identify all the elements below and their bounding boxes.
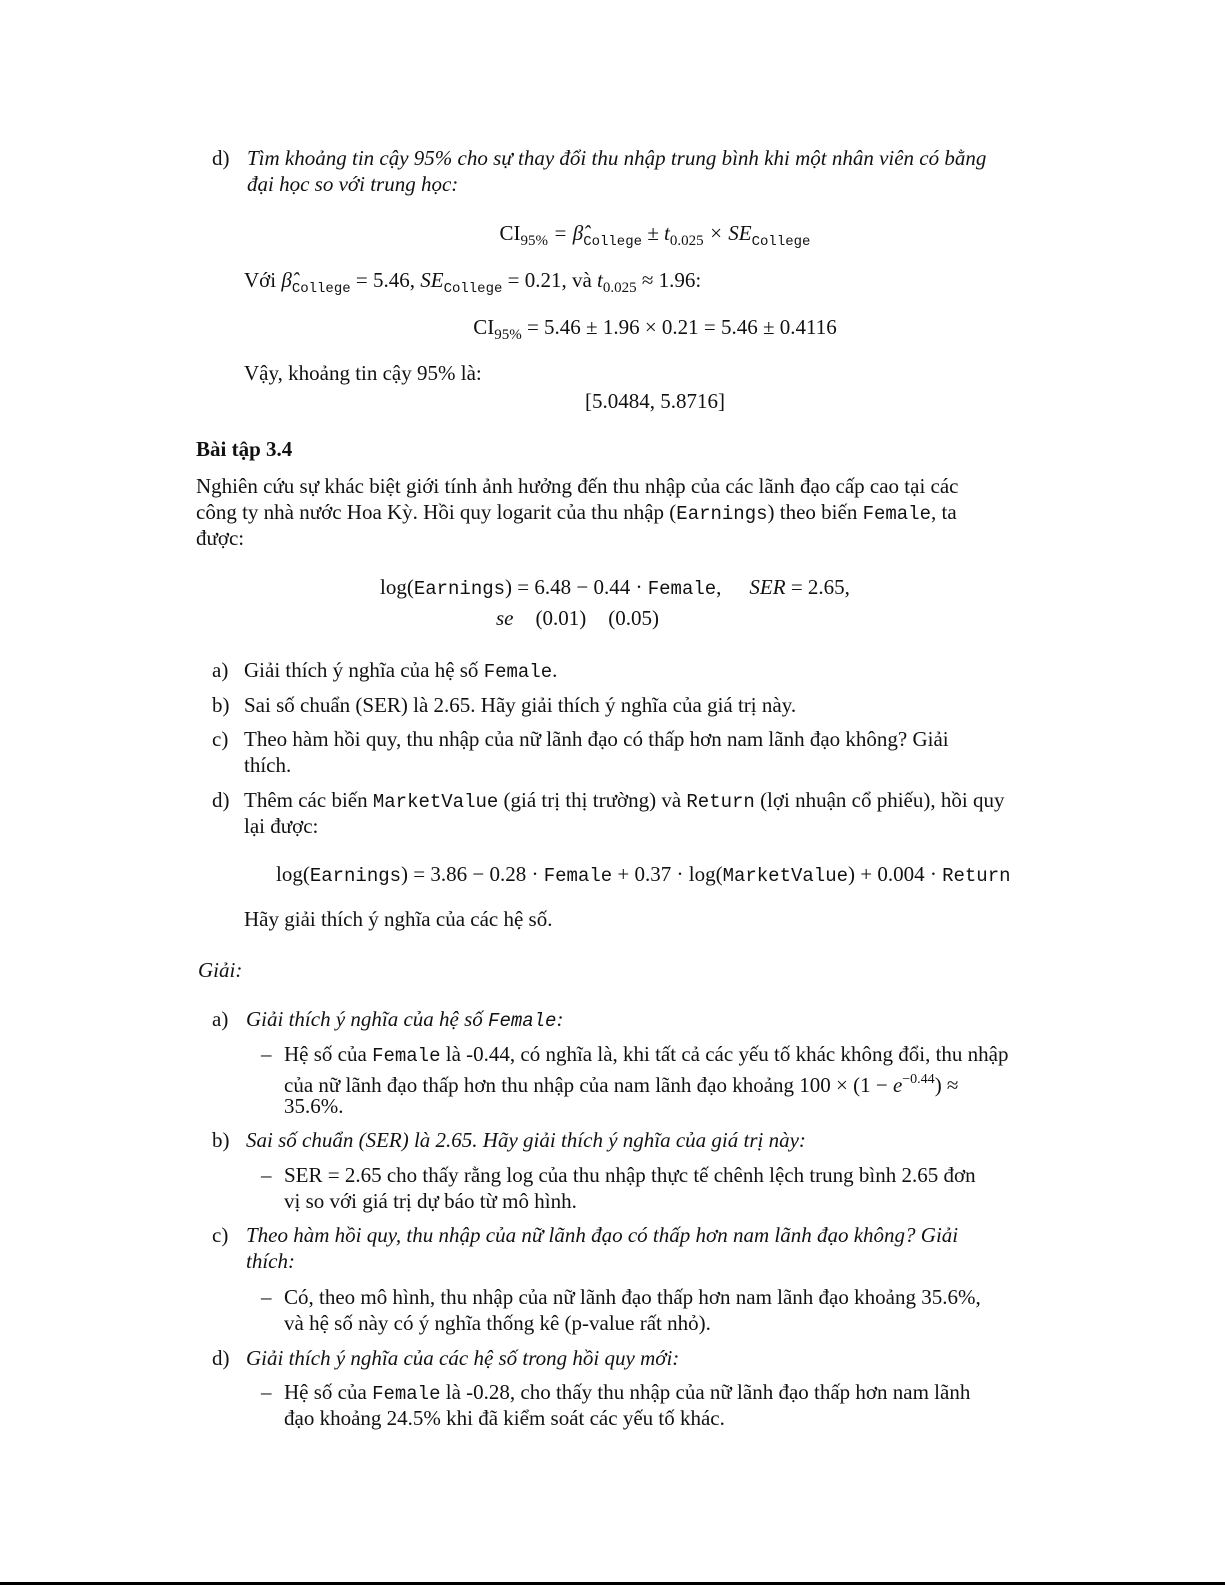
eq2-note: Hãy giải thích ý nghĩa của các hệ số. xyxy=(244,907,553,931)
var-earnings: Earnings xyxy=(676,503,768,525)
question-b: Sai số chuẩn (SER) là 2.65. Hãy giải thích ý nghĩa của giá trị này. xyxy=(244,693,797,717)
prev-d-question-line2: đại học so với trung học: xyxy=(247,172,459,196)
label-text: d) xyxy=(212,146,230,170)
question-b-label: b) xyxy=(212,693,230,717)
eq-coefs: + 0.37 · log( xyxy=(612,862,723,886)
dash-bullet: – xyxy=(261,1380,272,1404)
beta-hat: = β̂ xyxy=(548,221,584,245)
log-text: log( xyxy=(276,862,310,886)
se-subscript: College xyxy=(751,234,811,250)
question-d-label: d) xyxy=(212,788,230,812)
intro-line2 xyxy=(196,499,1068,527)
solution-d-line2: đạo khoảng 24.5% khi đã kiểm soát các yếu tố khác. xyxy=(284,1406,725,1430)
intro-line1: Nghiên cứu sự khác biệt giới tính ảnh hưởng đến thu nhập của các lãnh đạo cấp cao tại các xyxy=(196,474,959,498)
title-end: : xyxy=(556,1007,564,1031)
var-marketvalue: MarketValue xyxy=(722,865,848,887)
se-symbol: × SE xyxy=(703,221,752,245)
se-label: se xyxy=(496,606,514,630)
answer-text: ) ≈ xyxy=(934,1073,959,1097)
beta-hat: β̂ xyxy=(281,268,292,292)
solution-b-line1: SER = 2.65 cho thấy rằng log của thu nhập thực tế chênh lệch trung bình 2.65 đơn xyxy=(284,1163,976,1187)
euler-e: e xyxy=(892,1073,903,1097)
se-subscript: College xyxy=(443,281,503,297)
ser-value: = 2.65, xyxy=(785,575,850,599)
solution-d-title: Giải thích ý nghĩa của các hệ số trong hồi quy mới: xyxy=(246,1346,680,1370)
t-subscript: 0.025 xyxy=(669,233,704,249)
intro-text: ) theo biến xyxy=(767,500,863,524)
se-symbol: SE xyxy=(420,268,444,292)
intro-line3: được: xyxy=(196,526,245,550)
intro-text: công ty nhà nước Hoa Kỳ. Hồi quy logarit của thu nhập ( xyxy=(196,500,677,524)
dash-bullet: – xyxy=(261,1042,272,1066)
question-text: Giải thích ý nghĩa của hệ số xyxy=(244,658,484,682)
dash-bullet: – xyxy=(261,1163,272,1187)
solution-c-title-line1: Theo hàm hồi quy, thu nhập của nữ lãnh đạo có thấp hơn nam lãnh đạo không? Giải xyxy=(246,1223,959,1247)
ser-symbol: SER xyxy=(749,575,786,599)
log-text: log( xyxy=(380,575,414,599)
answer-text: Hệ số của xyxy=(284,1380,373,1404)
exponent: −0.44 xyxy=(902,1072,935,1087)
var-female: Female xyxy=(372,1045,441,1067)
beta-value: = 5.46, xyxy=(350,268,421,292)
solution-b-title: Sai số chuẩn (SER) là 2.65. Hãy giải thích ý nghĩa của giá trị này: xyxy=(246,1128,806,1152)
eq-coefs: ) = 6.48 − 0.44 · xyxy=(505,575,648,599)
question-text: (lợi nhuận cổ phiếu), hồi quy xyxy=(754,788,1005,812)
solution-a-title xyxy=(246,1006,563,1034)
se-value-1: (0.01) xyxy=(535,606,587,630)
question-c-line2: thích. xyxy=(244,753,292,777)
solution-d-line1 xyxy=(284,1379,1069,1407)
solution-a-label: a) xyxy=(212,1007,229,1031)
question-d-line1 xyxy=(244,787,1068,815)
t-value: ≈ 1.96: xyxy=(636,268,702,292)
eq-coefs: ) = 3.86 − 0.28 · xyxy=(401,862,544,886)
var-female: Female xyxy=(647,578,717,600)
ci-symbol: CI xyxy=(499,221,521,245)
title-text: Giải thích ý nghĩa của hệ số xyxy=(246,1007,489,1031)
eq-comma: , xyxy=(716,575,722,599)
t-subscript: 0.025 xyxy=(602,280,637,296)
beta-subscript: College xyxy=(291,281,351,297)
answer-text: Hệ số của xyxy=(284,1042,373,1066)
regression-eq2 xyxy=(276,861,1011,889)
dash-bullet: – xyxy=(261,1285,272,1309)
var-female: Female xyxy=(483,661,553,683)
prev-d-question-line1: Tìm khoảng tin cậy 95% cho sự thay đổi thu nhập trung bình khi một nhân viên có bằng xyxy=(247,146,987,170)
solution-c-line2: và hệ số này có ý nghĩa thống kê (p-value rất nhỏ). xyxy=(284,1311,711,1335)
solution-b-line2: vị so với giá trị dự báo từ mô hình. xyxy=(284,1189,577,1213)
intro-text: , ta xyxy=(931,500,957,524)
var-female: Female xyxy=(372,1383,441,1405)
solution-d-label: d) xyxy=(212,1346,230,1370)
answer-text: của nữ lãnh đạo thấp hơn thu nhập của nam lãnh đạo khoảng 100 × (1 − xyxy=(284,1073,893,1097)
beta-subscript: College xyxy=(583,234,642,250)
question-text: Thêm các biến xyxy=(244,788,373,812)
answer-text: là -0.44, có nghĩa là, khi tất cả các yếu tố khác không đổi, thu nhập xyxy=(440,1042,1009,1066)
question-text: (giá trị thị trường) và xyxy=(498,788,687,812)
solution-c-line1: Có, theo mô hình, thu nhập của nữ lãnh đạo thấp hơn nam lãnh đạo khoảng 35.6%, xyxy=(284,1285,981,1309)
ci-interval: [5.0484, 5.8716] xyxy=(585,389,725,413)
solution-c-title-line2: thích: xyxy=(246,1249,295,1273)
t-symbol: t xyxy=(597,268,603,292)
question-c-label: c) xyxy=(212,727,229,751)
var-earnings: Earnings xyxy=(309,865,402,887)
solution-a-line2 xyxy=(284,1067,1069,1098)
solution-a-line1 xyxy=(284,1041,1069,1069)
var-female: Female xyxy=(862,503,931,525)
question-a xyxy=(244,657,557,685)
solution-b-label: b) xyxy=(212,1128,230,1152)
var-marketvalue: MarketValue xyxy=(372,791,499,813)
var-return: Return xyxy=(942,865,1011,887)
var-female: Female xyxy=(488,1010,557,1032)
question-end: . xyxy=(552,658,558,682)
regression-eq1 xyxy=(380,574,850,602)
solution-a-line3: 35.6%. xyxy=(284,1094,344,1118)
prev-d-label xyxy=(212,145,230,171)
ci-formula xyxy=(300,220,1010,255)
question-c-line1: Theo hàm hồi quy, thu nhập của nữ lãnh đạo có thấp hơn nam lãnh đạo không? Giải xyxy=(244,727,949,751)
ci-calc-rest: = 5.46 ± 1.96 × 0.21 = 5.46 ± 0.4116 xyxy=(521,315,837,339)
solution-c-label: c) xyxy=(212,1223,229,1247)
solution-heading: Giải: xyxy=(198,958,243,982)
se-value: = 0.21, và xyxy=(502,268,598,292)
var-female: Female xyxy=(543,865,613,887)
se-value-2: (0.05) xyxy=(608,606,659,630)
t-symbol: ± t xyxy=(642,221,670,245)
var-earnings: Earnings xyxy=(413,578,506,600)
with-values-line xyxy=(244,267,701,302)
exercise-title: Bài tập 3.4 xyxy=(196,437,293,461)
question-a-label: a) xyxy=(212,658,229,682)
ci-calculation xyxy=(300,314,1010,348)
with-text: Với xyxy=(244,268,282,292)
ci-symbol: CI xyxy=(473,315,495,339)
ci-subscript: 95% xyxy=(494,327,522,343)
eq-coefs: ) + 0.004 · xyxy=(848,862,943,886)
ci-subscript: 95% xyxy=(520,233,549,249)
var-return: Return xyxy=(686,791,755,813)
se-row xyxy=(496,605,659,631)
question-d-line2: lại được: xyxy=(244,814,319,838)
answer-text: là -0.28, cho thấy thu nhập của nữ lãnh đạo thấp hơn nam lãnh xyxy=(440,1380,971,1404)
conclusion-text: Vậy, khoảng tin cậy 95% là: xyxy=(244,361,482,385)
